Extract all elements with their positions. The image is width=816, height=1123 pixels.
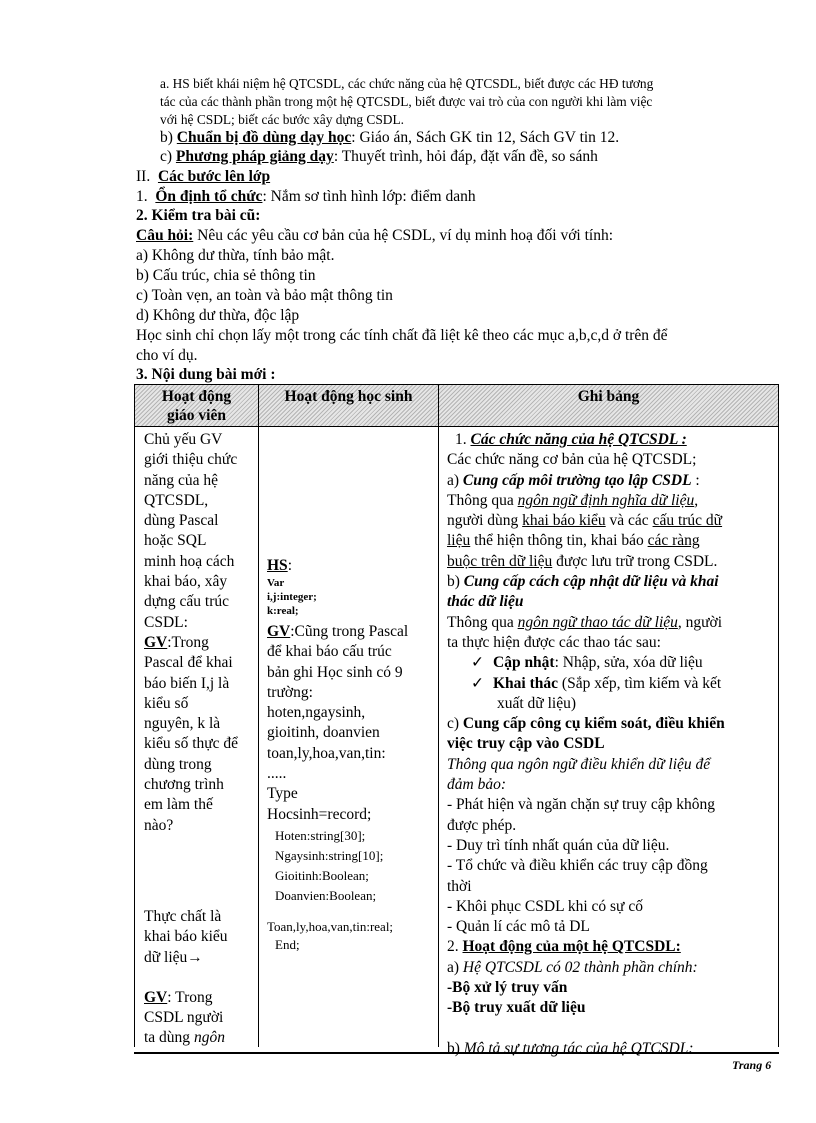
objective-a-line-1: a. HS biết khái niệm hệ QTCSDL, các chức năng của hệ QTCSDL, biết được các HĐ tương [160,76,654,91]
teacher-last-italic: ngôn [193,1029,225,1047]
teacher-line: khai báo, xây [144,573,228,591]
teacher-line: kiểu số [144,694,189,712]
board-a-colon: : [691,471,700,489]
student-line: trường: [267,683,313,701]
board-b-p1 [447,613,773,633]
objective-c-label: Phương pháp giảng dạy [175,148,334,165]
student-line: gioitinh, doanvien [267,724,380,742]
board-c-item: - Quản lí các mô tả DL [447,918,590,936]
teacher-line: Pascal để khai [144,654,233,672]
board-bullet-2-cont: xuất dữ liệu) [497,694,576,712]
table-right-border [778,384,779,1047]
board-h1 [447,430,773,450]
hs-colon: : [287,557,292,574]
board-b-prefix: b) [447,573,464,591]
teacher-line: hoặc SQL [144,532,207,550]
objective-c [160,148,598,166]
board-comp-1: -Bộ xử lý truy vấn [447,979,568,997]
teacher-line: giới thiệu chức [144,451,238,469]
item-2: 2. Kiểm tra bài cũ: [136,207,261,224]
teacher-line: nguyên, k là [144,715,221,733]
section-ii-heading [136,168,270,186]
objective-b-label: Chuẩn bị đồ dùng dạy học [176,129,352,146]
gv-label: GV [144,633,168,651]
table-divider-2 [438,384,439,1047]
board-c-item: - Phát hiện và ngăn chặn sự truy cập không [447,796,715,814]
teacher-line: chương trình [144,776,224,794]
record-field: Ngaysinh:string[10]; [275,848,384,863]
board-comp-2: -Bộ truy xuất dữ liệu [447,999,586,1017]
board-c-title-1 [447,714,773,734]
teacher-column-lower [144,907,252,1049]
bullet-1-text: : Nhập, sửa, xóa dữ liệu [554,654,703,672]
objective-a-line-3: với hệ CSDL; biết các bước xây dựng CSDL. [160,112,405,127]
bullet-2-text: (Sắp xếp, tìm kiếm và kết [558,674,722,692]
teacher-line: QTCSDL, [144,491,209,509]
board-h2a [447,958,773,978]
board-a-p4 [447,552,773,572]
objective-c-text: : Thuyết trình, hỏi đáp, đặt vấn đề, so sánh [333,148,598,165]
bullet-2-label: Khai thác [493,674,559,692]
board-c-title-l1: Cung cấp công cụ kiểm soát, điều khiển [462,715,725,733]
question [136,227,613,245]
board-h2b [447,1039,773,1059]
teacher-line: em làm thế [144,796,213,814]
teacher-line: dựng cấu trúc [144,593,230,611]
teacher-gv-line [144,633,252,653]
item-1 [136,188,476,206]
board-a-p3-mid: thể hiện thông tin, khai báo [470,532,648,550]
board-c-item: được phép. [447,816,517,834]
hs-label: HS [267,557,288,574]
teacher-line: minh hoạ cách [144,552,235,570]
student-line: để khai báo cấu trúc [267,643,392,661]
student-line: hoten,ngaysinh, [267,704,366,722]
objective-c-prefix: c) [160,148,176,165]
board-a-p3 [447,531,773,551]
teacher-line: CSDL: [144,613,188,631]
board-c-title-2: việc truy cập vào CSDL [447,735,605,753]
objective-a-line-2: tác của các thành phần trong một hệ QTCSDL, biết được vai trò của con người khi làm việc [160,94,653,109]
option-b: b) Cấu trúc, chia sẻ thông tin [136,267,316,284]
item-1-text: : Nắm sơ tình hình lớp: điểm danh [262,188,476,205]
gv2-label: GV [144,988,168,1006]
teacher-gv2-line [144,988,252,1008]
board-bullet-1 [447,653,773,673]
check-icon: ✓ [471,654,484,672]
board-b-p1-pre: Thông qua [447,613,518,631]
gv2-text: : Trong [167,988,213,1006]
hs-line [267,556,435,576]
board-c-item: - Duy trì tính nhất quán của dữ liệu. [447,836,670,854]
teacher-line: nào? [144,816,174,834]
teacher-line: CSDL người [144,1009,224,1027]
student-line: Hocsinh=record; [267,805,372,823]
board-h2a-text: Hệ QTCSDL có 02 thành phần chính: [462,958,698,976]
check-icon: ✓ [471,674,484,692]
item-1-label: Ổn định tổ chức [155,188,263,205]
board-h1-num: 1. [455,431,471,448]
objective-b-prefix: b) [160,129,177,146]
spacer [447,1019,773,1039]
board-c-italic-2: đảm bảo: [447,776,506,794]
question-label: Câu hỏi: [136,227,194,244]
board-c-item: thời [447,877,472,895]
teacher-line: dữ liệu→ [144,948,203,966]
teacher-last-line [144,1028,252,1048]
objective-b [160,129,619,147]
spacer [144,968,252,988]
table-header-border [134,426,779,427]
question-text: Nêu các yêu cầu cơ bản của hệ CSDL, ví dụ minh hoạ đối với tính: [193,227,613,244]
board-b-title-2: thác dữ liệu [447,593,524,611]
board-column [447,430,773,1059]
teacher-line: kiểu số thực để [144,735,239,753]
teacher-line: Chủ yếu GV [144,431,223,448]
teacher-line: Thực chất là [144,908,222,925]
record-field: Hoten:string[30]; [275,828,366,843]
code-ij: i,j:integer; [267,591,317,603]
teacher-column [144,430,252,836]
board-c-item: - Tổ chức và điều khiển các truy cập đồng [447,857,708,875]
board-h2b-text: Mô tả sự tương tác của hệ QTCSDL: [463,1039,694,1057]
board-a-p3-u2: các ràng [647,532,700,550]
board-h1-title: Các chức năng của hệ QTCSDL : [470,431,687,448]
record-end: End; [275,937,300,952]
student-column [267,556,435,618]
board-bullet-2 [447,674,773,694]
item-3: 3. Nội dung bài mới : [136,366,276,383]
teacher-line: báo biến I,j là [144,674,230,692]
option-a: a) Không dư thừa, tính bảo mật. [136,247,335,264]
table-divider-1 [258,384,259,1047]
board-a-p4-post: được lưu trữ trong CSDL. [552,552,718,570]
board-a-p1-post: , [694,491,699,509]
board-h2 [447,937,773,957]
bullet-1-label: Cập nhật [493,654,555,672]
student-gv-line [267,622,435,642]
board-a-p2-mid: và các [605,512,653,530]
table-left-border [134,384,135,1047]
board-b-title-1 [447,572,773,592]
board-a-title [447,471,773,491]
option-d: d) Không dư thừa, độc lập [136,307,300,324]
board-h2b-prefix: b) [447,1039,464,1057]
board-c-prefix: c) [447,715,463,733]
teacher-line: năng của hệ [144,471,219,489]
objective-b-text: : Giáo án, Sách GK tin 12, Sách GV tin 12. [351,129,620,146]
board-a-p2 [447,511,773,531]
board-b-title-l1: Cung cấp cách cập nhật dữ liệu và khai [463,573,719,591]
student-column-body [267,622,435,825]
section-ii-number: II. [136,168,151,185]
note-line-2: cho ví dụ. [136,347,198,364]
board-c-italic-1: Thông qua ngôn ngữ điều khiển dữ liệu để [447,755,711,773]
board-a-p3-u: liệu [447,532,471,550]
teacher-last-plain: ta dùng [144,1029,194,1047]
student-line: Type [267,785,298,803]
teacher-line: khai báo kiểu [144,928,228,946]
board-a-p1-link: ngôn ngữ định nghĩa dữ liệu [517,491,695,509]
board-h2a-prefix: a) [447,958,463,976]
header-board: Ghi bảng [577,388,640,405]
code-var: Var [267,577,285,589]
student-line: ..... [267,765,287,783]
board-a-p2-pre: người dùng [447,512,523,530]
board-h2-num: 2. [447,938,463,956]
board-c-item: - Khôi phục CSDL khi có sự cố [447,897,643,915]
student-line: toan,ly,hoa,van,tin: [267,744,386,762]
board-a-p1-pre: Thông qua [447,491,518,509]
record-marks: Toan,ly,hoa,van,tin:real; [267,919,394,934]
board-a-prefix: a) [447,471,463,489]
page-number: Trang 6 [732,1058,772,1072]
record-field: Gioitinh:Boolean; [275,868,369,883]
student-line: bản ghi Học sinh có 9 [267,663,403,681]
student-gv-text: :Cũng trong Pascal [290,623,409,640]
board-h2-title: Hoạt động của một hệ QTCSDL: [462,938,681,956]
record-field: Doanvien:Boolean; [275,888,377,903]
code-k: k:real; [267,605,299,617]
board-b-p1-post: , người [677,613,723,631]
board-a-p2-u1: khai báo kiểu [522,512,606,530]
board-b-p1-link: ngôn ngữ thao tác dữ liệu [517,613,678,631]
board-a-p1 [447,491,773,511]
board-a-p2-u2: cấu trúc dữ [652,512,723,530]
board-a-p4-u: buộc trên dữ liệu [447,552,553,570]
board-b-p2: ta thực hiện được các thao tác sau: [447,633,661,651]
teacher-line: dùng Pascal [144,512,219,530]
board-a-title-text: Cung cấp môi trường tạo lập CSDL [462,471,692,489]
student-gv-label: GV [267,623,291,640]
student-record-fields [275,826,383,906]
teacher-line: dùng trong [144,755,212,773]
table-top-border [134,384,779,385]
item-1-number: 1. [136,188,148,205]
gv-text: :Trong [167,633,209,651]
section-ii-title: Các bước lên lớp [157,168,271,185]
note-line-1: Học sinh chỉ chọn lấy một trong các tính chất đã liệt kê theo các mục a,b,c,d ở trên để [136,327,668,344]
option-c: c) Toàn vẹn, an toàn và bảo mật thông tin [136,287,393,304]
header-student: Hoạt động học sinh [284,388,413,405]
header-teacher-l1: Hoạt động [161,388,232,405]
header-teacher-l2: giáo viên [167,407,226,424]
board-intro: Các chức năng cơ bản của hệ QTCSDL; [447,451,697,469]
